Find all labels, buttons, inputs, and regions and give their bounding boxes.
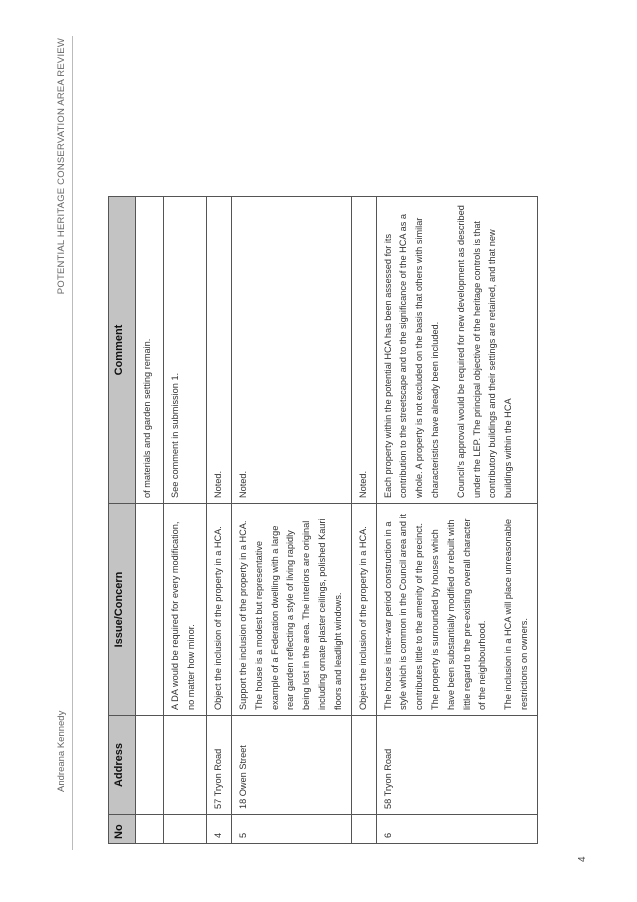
column-header-issue: Issue/Concern [109, 504, 136, 716]
cell-issue [136, 504, 164, 716]
cell-no: 6 [376, 815, 537, 844]
cell-issue: Object the inclusion of the property in a HCA. [351, 504, 376, 716]
column-header-comment: Comment [109, 197, 136, 504]
column-header-address: Address [109, 716, 136, 815]
table-row [232, 197, 352, 844]
cell-issue: Object the inclusion of the property in a HCA. [207, 504, 232, 716]
comment-paragraph: Council's approval would be required for new development as described under the LEP. The principal objective of the heritage controls is that contributory buildings and their settings are retained, and that new buildings within the HCA [455, 205, 514, 498]
cell-comment: of materials and garden setting remain. [136, 197, 164, 504]
cell-address: 18 Owen Street [232, 716, 352, 815]
header-title: POTENTIAL HERITAGE CONSERVATION AREA REVIEW [56, 38, 67, 295]
cell-issue [376, 504, 537, 716]
cell-comment: Noted. [207, 197, 232, 504]
table-header-row [109, 197, 136, 844]
cell-no: 5 [232, 815, 352, 844]
cell-address [164, 716, 207, 815]
cell-no [136, 815, 164, 844]
table-row [207, 197, 232, 844]
issue-paragraph: Support the inclusion of the property in a HCA. [238, 520, 248, 710]
comment-paragraph: Each property within the potential HCA has been assessed for its contribution to the streetscape and to the significance of the HCA as a whole. A property is not excluded on the basis that others with similar characteristics have already been included. [382, 214, 440, 498]
cell-no: 4 [207, 815, 232, 844]
cell-no [351, 815, 376, 844]
issue-paragraph: The house is inter-war period construction in a style which is common in the Council area and it contributes little to the amenity of the precinct. The property is surrounded by houses which have been substantially modified or rebuilt with little regard to the pre-existing overall character of the neighbourhood. [382, 513, 488, 710]
cell-comment [376, 197, 537, 504]
page-number: 4 [577, 856, 588, 862]
cell-issue [232, 504, 352, 716]
cell-address [136, 716, 164, 815]
cell-issue: A DA would be required for every modification, no matter how minor. [164, 504, 207, 716]
submissions-table [108, 196, 538, 844]
table-row [351, 197, 376, 844]
cell-address [351, 716, 376, 815]
header-author: Andreana Kennedy [56, 710, 67, 792]
cell-comment: Noted. [351, 197, 376, 504]
table-row [136, 197, 164, 844]
header-divider [72, 36, 73, 850]
table-row [376, 197, 537, 844]
cell-comment: Noted. [232, 197, 352, 504]
column-header-no: No [109, 815, 136, 844]
cell-comment: See comment in submission 1. [164, 197, 207, 504]
cell-address: 58 Tryon Road [376, 716, 537, 815]
table-row [164, 197, 207, 844]
issue-paragraph: The house is a modest but representative example of a Federation dwelling with a large rear garden reflecting a style of living rapidly being lost in the area. The interiors are original including ornate plaster ceilings, polished Kauri floors and leadlight windows. [253, 518, 343, 710]
cell-no [164, 815, 207, 844]
cell-address: 57 Tryon Road [207, 716, 232, 815]
issue-paragraph: The inclusion in a HCA will place unreasonable restrictions on owners. [503, 518, 529, 710]
